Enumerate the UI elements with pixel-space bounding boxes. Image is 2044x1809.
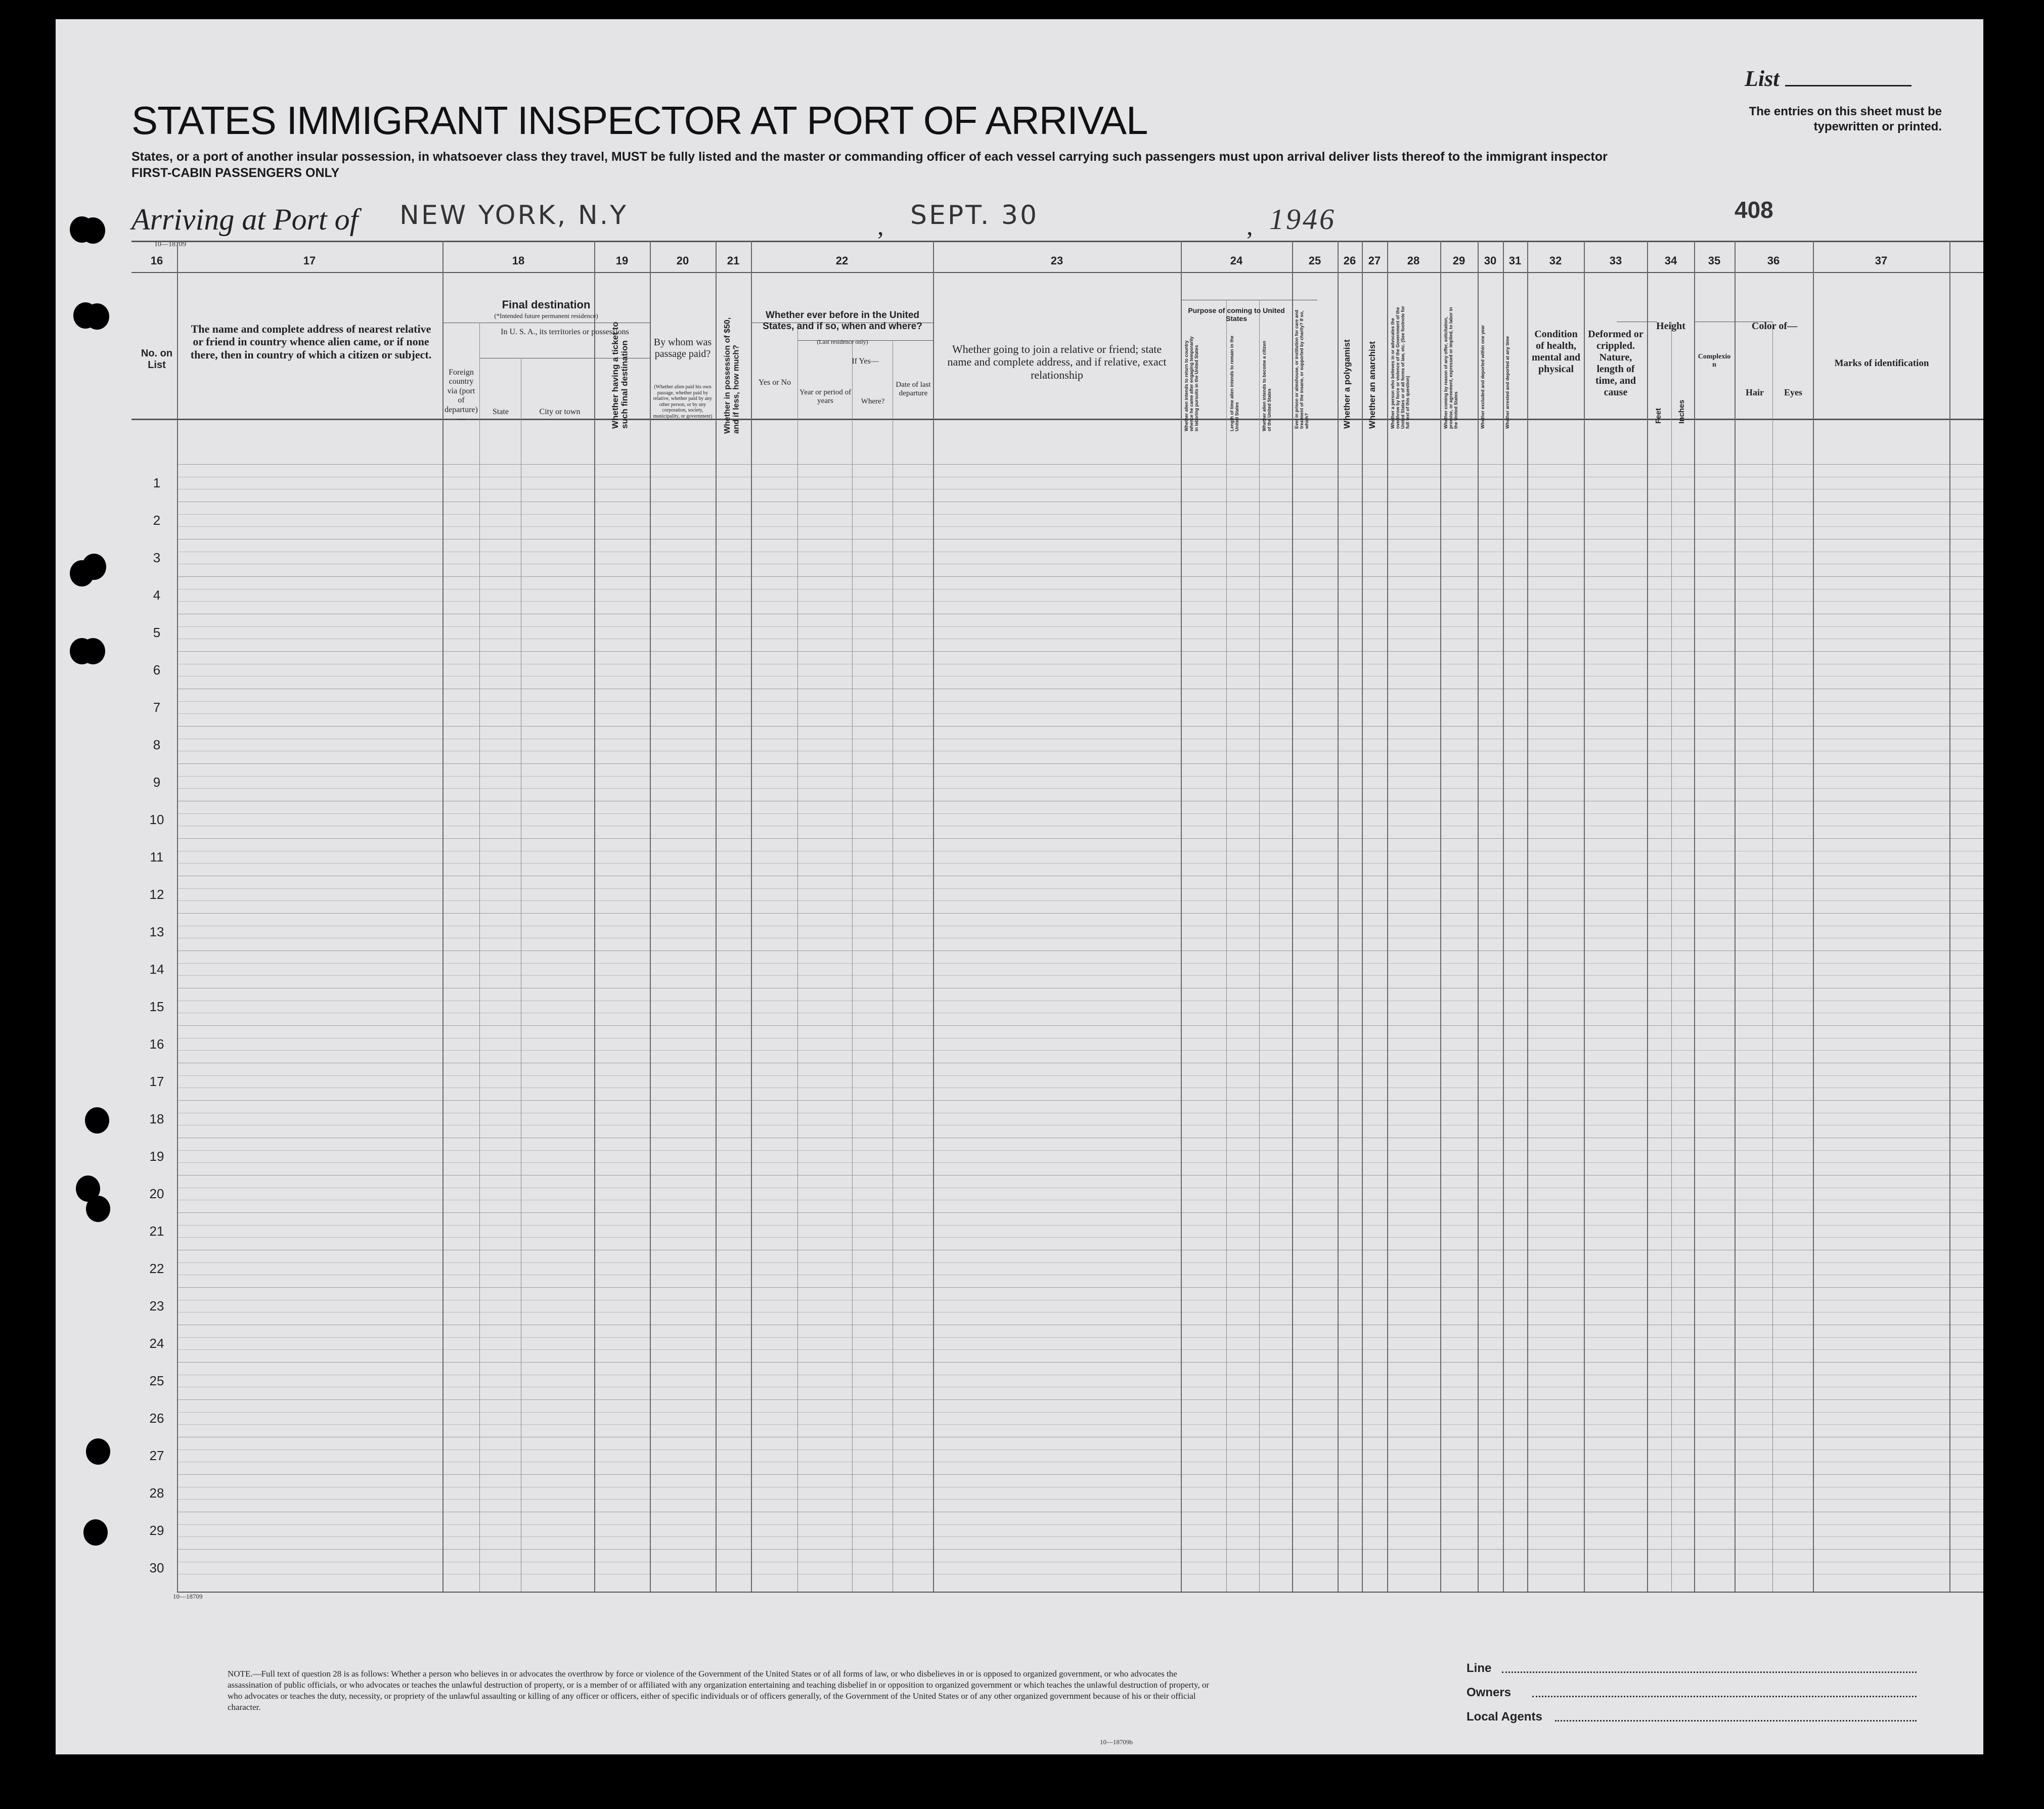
row-rule xyxy=(177,1549,1983,1550)
row-number-27: 27 xyxy=(149,1448,164,1463)
header-ticket: Whether having a ticket to such final destination xyxy=(610,322,630,429)
row-rule xyxy=(177,601,1983,602)
punch-hole xyxy=(81,217,105,244)
row-rule xyxy=(177,1237,1983,1238)
row-rule xyxy=(177,1362,1983,1363)
col-num-32: 32 xyxy=(1549,254,1562,267)
col-num-18: 18 xyxy=(512,254,525,267)
punch-hole xyxy=(81,638,105,664)
comma-2: , xyxy=(1247,212,1253,240)
header-passage-note: (Whether alien paid his own passage, whether paid by relative, whether paid by any other person, or by any corporation, society, municipality, or government) xyxy=(653,384,713,419)
table-form-code: 10—18709 xyxy=(173,1593,203,1600)
header-join-relative: Whether going to join a relative or friend; state name and complete address, and if relative, exact relationship xyxy=(947,343,1167,381)
col-num-31: 31 xyxy=(1508,254,1522,267)
row-rule xyxy=(177,1312,1983,1313)
col-num-28: 28 xyxy=(1407,254,1420,267)
col-num-24: 24 xyxy=(1230,254,1243,267)
row-number-17: 17 xyxy=(149,1074,164,1089)
form-code: 10—18709 xyxy=(154,241,186,248)
row-rule xyxy=(177,701,1983,702)
header-no-on-list: No. on List xyxy=(141,348,173,371)
row-number-18: 18 xyxy=(149,1111,164,1126)
row-number-30: 30 xyxy=(149,1560,164,1575)
col-num-26: 26 xyxy=(1343,254,1356,267)
line-field xyxy=(1502,1671,1917,1673)
row-rule xyxy=(177,1424,1983,1425)
header-purpose-citizen: Whether alien intends to become a citizen of the United States xyxy=(1262,340,1272,431)
col-num-21: 21 xyxy=(727,254,740,267)
row-number-16: 16 xyxy=(149,1036,164,1052)
row-rule xyxy=(177,726,1983,727)
header-where: Where? xyxy=(861,397,885,405)
row-number-10: 10 xyxy=(149,812,164,827)
row-rule xyxy=(177,1287,1983,1288)
footnote-q28: NOTE.—Full text of question 28 is as follows: Whether a person who believes in or advocates the overthrow by force or violence of the Government of the United States or of all forms of law, or who disbelieves in or is opposed to organized government, or who advocates the assassination of public officials, or who advocates or teaches the unlawful destruction of property, or is a member of or affiliated with any organization entertaining and teaching disbelief in or opposition to organized government or which teaches the unlawful destruction of property, or who advocates or teaches the duty, necessity, or propriety of the unlawful assaulting or killing of any officer or officers, either of specific individuals or of officers generally, of the Government of the United States or of any other organized government because of his or their official character. xyxy=(228,1669,1210,1712)
row-rule xyxy=(177,1212,1983,1213)
header-state: State xyxy=(493,408,509,416)
row-number-20: 20 xyxy=(149,1186,164,1201)
header-health: Condition of health, mental and physical xyxy=(1531,329,1581,375)
row-number-2: 2 xyxy=(153,513,161,528)
row-number-1: 1 xyxy=(153,475,161,490)
punch-hole xyxy=(82,554,106,580)
row-number-7: 7 xyxy=(153,700,161,715)
row-rule xyxy=(177,963,1983,964)
row-rule xyxy=(177,888,1983,889)
header-purpose: Purpose of coming to United States xyxy=(1188,306,1285,323)
header-final-destination: Final destination xyxy=(502,298,591,311)
header-passage-paid: By whom was passage paid? xyxy=(653,337,712,359)
header-foreign-country: Foreign country via (port of departure)— xyxy=(445,368,478,423)
year-value: 1946 xyxy=(1269,203,1336,236)
col-num-16: 16 xyxy=(150,254,163,267)
punch-hole xyxy=(86,1196,110,1222)
header-inches: Inches xyxy=(1677,399,1686,424)
header-purpose-return: Whether alien intends to return to country whence he came after engaging temporarily in laboring pursuits in the United States xyxy=(1184,336,1199,431)
row-number-24: 24 xyxy=(149,1336,164,1351)
header-excluded: Whether excluded and deported within one year xyxy=(1480,325,1485,429)
manifest-sheet xyxy=(56,19,1983,1754)
row-rule xyxy=(177,576,1983,577)
col-num-22: 22 xyxy=(835,254,849,267)
row-rule xyxy=(177,651,1983,652)
local-agents-label: Local Agents xyxy=(1467,1710,1542,1724)
row-number-13: 13 xyxy=(149,924,164,939)
row-rule xyxy=(177,1349,1983,1350)
row-number-8: 8 xyxy=(153,737,161,752)
row-rule xyxy=(177,1337,1983,1338)
row-rule xyxy=(177,1100,1983,1101)
header-ever-before: Whether ever before in the United States, and if so, when and where? xyxy=(763,310,922,332)
col-num-35: 35 xyxy=(1708,254,1721,267)
row-number-26: 26 xyxy=(149,1411,164,1426)
page-number: 408 xyxy=(1735,197,1773,223)
header-ever-before-note: (Last residence only) xyxy=(817,338,868,345)
subtitle-line2: FIRST-CABIN PASSENGERS ONLY xyxy=(131,166,340,180)
header-purpose-length: Length of time alien intends to remain in the United States xyxy=(1229,335,1239,431)
line-label: Line xyxy=(1467,1661,1492,1675)
col-num-29: 29 xyxy=(1452,254,1465,267)
row-number-23: 23 xyxy=(149,1298,164,1314)
row-rule xyxy=(177,514,1983,515)
row-number-9: 9 xyxy=(153,775,161,790)
col-num-27: 27 xyxy=(1368,254,1381,267)
row-number-6: 6 xyxy=(153,662,161,677)
row-rule xyxy=(177,1025,1983,1026)
punch-hole xyxy=(85,1107,109,1134)
subtitle-line1: States, or a port of another insular possession, in whatsoever class they travel, MUST be fully listed and the master or commanding officer of each vessel carrying such passengers must upon arrival deliver lists thereof to the immigrant inspector xyxy=(131,150,1608,164)
row-rule xyxy=(177,913,1983,914)
header-city: City or town xyxy=(539,408,581,416)
row-rule xyxy=(177,1399,1983,1400)
row-rule xyxy=(177,1075,1983,1076)
header-in-usa: In U. S. A., its territories or possessions xyxy=(501,328,629,336)
row-number-29: 29 xyxy=(149,1523,164,1538)
row-number-14: 14 xyxy=(149,962,164,977)
header-anarchist: Whether an anarchist xyxy=(1367,341,1377,429)
row-rule xyxy=(177,1225,1983,1226)
row-rule xyxy=(177,589,1983,590)
punch-hole xyxy=(86,1438,110,1465)
col-num-25: 25 xyxy=(1308,254,1321,267)
row-rule xyxy=(177,788,1983,789)
header-deformed: Deformed or crippled. Nature, length of time, and cause xyxy=(1588,329,1643,398)
row-number-12: 12 xyxy=(149,887,164,902)
owners-field xyxy=(1532,1696,1917,1697)
header-prison: Ever in prison or almshouse, or institution for care and treatment of the insane, or supported by charity? If so, which? xyxy=(1294,309,1309,429)
punch-hole xyxy=(83,1519,108,1546)
local-agents-field xyxy=(1555,1720,1917,1722)
header-height: Height xyxy=(1656,321,1685,332)
header-final-destination-note: (*Intended future permanent residence) xyxy=(494,312,598,320)
col-num-30: 30 xyxy=(1484,254,1497,267)
arriving-label: Arriving at Port of xyxy=(131,203,359,236)
row-rule xyxy=(177,863,1983,864)
row-rule xyxy=(177,1050,1983,1051)
row-number-21: 21 xyxy=(149,1224,164,1239)
list-label: List xyxy=(1745,66,1780,91)
row-rule xyxy=(177,1262,1983,1263)
col-num-20: 20 xyxy=(676,254,689,267)
row-rule xyxy=(177,1524,1983,1525)
row-number-25: 25 xyxy=(149,1373,164,1388)
row-rule xyxy=(177,526,1983,527)
row-number-5: 5 xyxy=(153,625,161,640)
row-number-22: 22 xyxy=(149,1261,164,1276)
header-labor-offer: Whether coming by reason of any offer, solicitation, promise, or agreement, expressed or implied, to labor in the United States xyxy=(1443,307,1458,429)
page-title: STATES IMMIGRANT INSPECTOR AT PORT OF ARRIVAL xyxy=(131,98,1148,143)
row-number-28: 28 xyxy=(149,1485,164,1501)
punch-hole xyxy=(85,303,109,330)
row-number-4: 4 xyxy=(153,587,161,603)
comma-1: , xyxy=(877,212,884,240)
header-fifty-dollars: Whether in possession of $50, and if less, how much? xyxy=(723,317,741,434)
row-rule xyxy=(177,813,1983,814)
row-rule xyxy=(177,1150,1983,1151)
row-rule xyxy=(177,713,1983,714)
header-relative-address: The name and complete address of nearest relative or friend in country whence alien came, or if none there, then in country of which a citizen or subject. xyxy=(190,323,432,361)
row-rule xyxy=(177,1474,1983,1475)
header-color-of: Color of— xyxy=(1751,321,1798,332)
header-polygamist: Whether a polygamist xyxy=(1342,339,1352,429)
date-value: SEPT. 30 xyxy=(910,200,1039,231)
row-rule xyxy=(177,1412,1983,1413)
col-num-23: 23 xyxy=(1050,254,1063,267)
col-num-37: 37 xyxy=(1875,254,1888,267)
col-num-19: 19 xyxy=(615,254,629,267)
row-rule xyxy=(177,464,1983,465)
header-q28: Whether a person who believes in or advocates the overthrow by force or violence of the Government of the United States or of all forms of law, etc. (See footnote for full text of this question) xyxy=(1390,306,1410,429)
header-hair: Hair xyxy=(1746,387,1764,397)
row-rule xyxy=(177,975,1983,976)
row-number-3: 3 xyxy=(153,550,161,565)
entries-note: The entries on this sheet must be typewritten or printed. xyxy=(1749,105,1942,133)
header-year-period: Year or period of years xyxy=(799,388,852,405)
port-value: NEW YORK, N.Y xyxy=(399,200,629,231)
header-eyes: Eyes xyxy=(1784,387,1802,397)
col-num-17: 17 xyxy=(303,254,316,267)
col-num-34: 34 xyxy=(1664,254,1677,267)
header-feet: Feet xyxy=(1654,408,1663,424)
row-number-15: 15 xyxy=(149,999,164,1014)
header-yes-no: Yes or No xyxy=(758,378,791,387)
row-rule xyxy=(177,1162,1983,1163)
owners-label: Owners xyxy=(1467,1686,1512,1699)
header-if-yes: If Yes— xyxy=(852,357,879,366)
row-rule xyxy=(177,838,1983,839)
header-marks: Marks of identification xyxy=(1834,358,1929,369)
row-rule xyxy=(177,763,1983,764)
col-num-36: 36 xyxy=(1767,254,1780,267)
row-number-19: 19 xyxy=(149,1149,164,1164)
footnote-code: 10—18709b xyxy=(1100,1738,1133,1746)
row-rule xyxy=(177,900,1983,901)
row-rule xyxy=(177,1536,1983,1537)
header-date-departure: Date of last departure xyxy=(896,381,931,398)
header-complexion: Complexion xyxy=(1698,353,1731,369)
row-rule xyxy=(177,626,1983,627)
row-rule xyxy=(177,1499,1983,1500)
header-arrested: Whether arrested and deported at any time xyxy=(1505,336,1510,429)
row-rule xyxy=(177,776,1983,777)
row-number-11: 11 xyxy=(150,849,164,865)
col-num-33: 33 xyxy=(1609,254,1622,267)
